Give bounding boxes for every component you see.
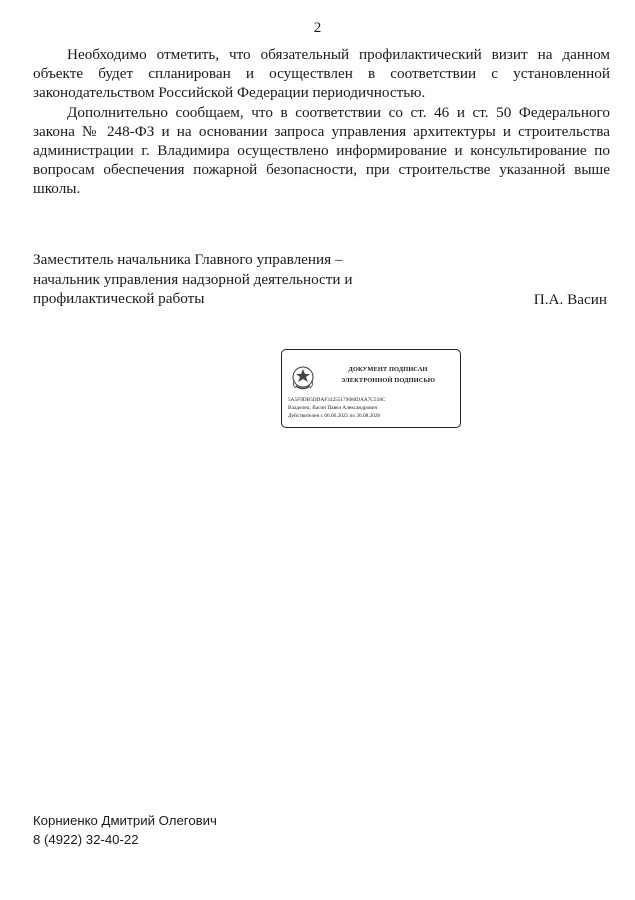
body-paragraph: Дополнительно сообщаем, что в соответствии со ст. 46 и ст. 50 Федерального закона № 248-ФЗ и на основании запроса управления архитектуры и строительства администрации г. Владимира осуществлено информирование и консультирование по вопросам обеспечения пожарной безопасности, при строительстве указанной выше школы. — [33, 103, 610, 198]
body-paragraph: Необходимо отметить, что обязательный профилактический визит на данном объекте будет спланирован и осуществлен в соответствии с установленной законодательством Российской Федерации периодичностью. — [33, 46, 610, 102]
stamp-heading-line: ЭЛЕКТРОННОЙ ПОДПИСЬЮ — [340, 377, 436, 384]
emergency-ministry-emblem-icon — [290, 364, 316, 394]
signatory-position-line: начальник управления надзорной деятельности и — [33, 270, 353, 288]
certificate-serial: 5A5F9DB5DDAF33255179680DAA7C518C — [288, 397, 386, 403]
certificate-validity: Действителен с 06.06.2025 по 30.08.2026 — [288, 413, 381, 420]
signatory-name: П.А. Васин — [533, 291, 607, 308]
executor-name: Корниенко Дмитрий Олегович — [33, 813, 217, 828]
certificate-owner: Владелец: Васин Павел Александрович — [288, 405, 378, 412]
signatory-position-line: Заместитель начальника Главного управления – — [33, 251, 343, 268]
stamp-heading-line: ДОКУМЕНТ ПОДПИСАН — [348, 366, 428, 373]
executor-phone: 8 (4922) 32-40-22 — [33, 831, 139, 847]
letter-body — [33, 45, 610, 199]
signatory-position-line: профилактической работы — [33, 290, 205, 307]
stamp-details — [288, 396, 385, 421]
page-number: 2 — [313, 20, 322, 36]
electronic-signature-stamp — [281, 349, 461, 428]
executor-contact — [33, 812, 217, 849]
stamp-heading — [318, 364, 458, 386]
signatory-position — [33, 250, 453, 309]
